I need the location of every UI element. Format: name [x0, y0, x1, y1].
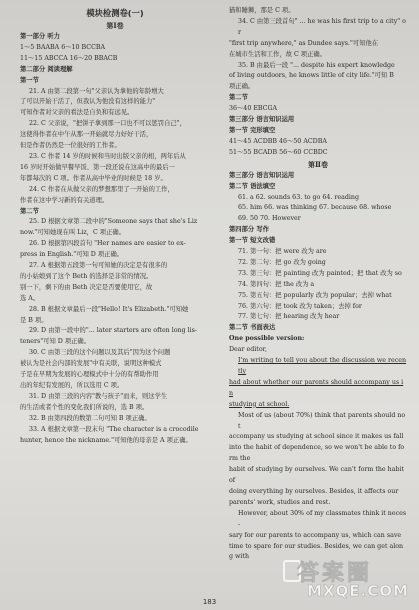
left-column-body	[20, 32, 210, 446]
right-line: 在城市生活和工作，故 C 项正确。	[229, 50, 326, 58]
right-line: of living outdoors, he knows little of city life."可知 B	[229, 72, 394, 80]
right-line: Most of us (about 70%) think that parents should not	[238, 411, 406, 430]
left-line: 选 A。	[20, 294, 40, 302]
right-line: 第三部分 语言知识运用	[229, 171, 295, 179]
watermark-cn: 答案圈	[297, 561, 373, 586]
left-line: 16 岁时开始做早餐早饭、第一段还说在这高中的最后一	[20, 163, 175, 171]
right-line: into the habit of dependence, so we won't be able to form the	[229, 444, 405, 463]
left-line: 32. B 由第四段的数第二句可知 B 项正确。	[29, 414, 151, 422]
right-line: doing everything by ourselves. Besides, it affects our	[229, 487, 399, 495]
right-line: 第二节	[229, 94, 248, 102]
left-line: 25. D 根据文章第二段中的"Someone says that she's Liz	[29, 218, 198, 226]
left-line: 33. A 根据文章第一段末句 "The character is a crocodile	[29, 425, 199, 433]
left-line: 的小姑娘到了这个 Beth 的选择是非常的情况。	[20, 272, 153, 280]
right-line: 65. him 66. was thinking 67. because 68. whose	[238, 204, 392, 212]
left-line: 可知作者对父亲的看法是自负和有远见。	[20, 109, 134, 117]
left-column	[20, 6, 210, 446]
right-line: had about whether our parents should accompany us in	[229, 378, 404, 397]
left-line: 别一下，剩下的由 Beth 决定是否要使用它，故	[20, 283, 153, 291]
right-line: 74. 第四句：把 the 改为 a	[238, 280, 315, 288]
right-line: 75. 第五句：把 popularly 改为 popular；去掉 what	[238, 291, 392, 299]
left-line: 24. C 作者在从做父亲的梦想那里了一开始的工作，	[29, 185, 174, 193]
right-line: 项正确。	[229, 83, 255, 91]
left-line: 年都每次的 C 项。作者从高中毕业的时候是 18 岁。	[20, 174, 167, 182]
right-line: 35. B 由最后一段 "... despite his expert knowledge	[238, 61, 395, 69]
right-line: 猫和睡狮，那是 C 项。	[229, 7, 295, 14]
right-line: 第三部分 语言知识运用	[229, 116, 295, 124]
left-line: 22. C 父亲说，"把饼子拿到那一口也不可以惩罚自己"，	[29, 120, 186, 128]
left-line: 31. D 由第三段的内容"教与孩子"而来，则这学生	[29, 392, 168, 400]
right-column-body	[229, 6, 407, 563]
right-line: studying at school.	[229, 400, 290, 408]
right-line: 第四部分 写作	[229, 226, 269, 234]
right-line: accompany us studying at school since it makes us fall	[229, 433, 404, 441]
right-line: 第一节 完形填空	[229, 126, 276, 134]
right-line: 69. 50 70. However	[238, 215, 301, 223]
volume-one-heading: 第Ⅰ卷	[106, 21, 124, 30]
right-line: sary for our parents to accompany us, which can save	[229, 531, 402, 539]
left-line: 第一节	[20, 76, 39, 84]
left-line: 子是在早期为发展的心理模式中十分的有帮助作用	[20, 371, 159, 379]
left-line: now."可知她现在叫 Liz，C 项正确。	[20, 229, 125, 237]
left-line: 作者在这中学习新的有关道理。	[20, 196, 109, 204]
right-line: parents' work, studies and rest.	[229, 498, 331, 506]
left-line: hunter, hence the nickname."可知他的母亲是 A 项正确。	[20, 436, 192, 444]
right-line: 61. a 62. sounds 63. to go 64. reading	[238, 193, 359, 201]
right-line: One possible version:	[229, 335, 305, 343]
watermark-logo	[283, 556, 413, 602]
right-line: 51～55 BCADB 56～60 CCBDC	[229, 148, 328, 156]
left-line: 30. C 由第三段的这个问题以及其后"因为这个问题	[29, 349, 171, 357]
right-line: 34. C 由第三段首句" ... he was his first trip to a city" or	[238, 17, 406, 36]
left-line: 29. D 由第一段中的"... later starters are often long lis-	[29, 327, 198, 335]
left-line: 26. D 根据第四段首句 "Her names are easier to ex-	[29, 240, 186, 248]
right-line: 36～40 EBCGA	[229, 105, 278, 113]
page-number: 183	[202, 598, 217, 606]
left-line: 11～15 ABCCA 16～20 BBACB	[20, 54, 118, 62]
right-line: 76. 第六句：把 took 改为 taken；去掉 for	[238, 302, 362, 310]
left-line: 这使得作者在中午从那一开始就尽力好好干活，	[20, 131, 153, 139]
left-line: 21. A 由第二段第一句"父亲认为拿他的年龄增大	[29, 87, 164, 95]
left-line: 27. A 根据第五段第一句可知她的决定是有很多的	[29, 262, 168, 270]
right-line: 72. 第二句：把 go 改为 going	[238, 258, 326, 266]
right-line: "first trip anywhere," as Dundee says."可知他在	[229, 39, 379, 47]
left-line: 1～5 BAABA 6～10 BCCBA	[20, 43, 106, 51]
right-line: 77. 第七句：把 hearing 改为 hear	[238, 313, 340, 321]
left-line: press in English."可知 D 项正确。	[20, 251, 124, 259]
left-line: 被认为是社会内部的发展"中有关联，说明这种模式	[20, 360, 162, 368]
right-line: habit of studying by ourselves. We can't form the habit of	[229, 466, 405, 485]
left-line: 但是作者仍然是一位很好的工作者。	[20, 142, 121, 150]
right-line: 第一节 短文改错	[229, 237, 276, 245]
right-line: 41～45 ACDBB 46～50 ACDBA	[229, 137, 327, 145]
right-line: 73. 第三句：把 painting 改为 painted；把 that 改为 so	[238, 269, 402, 277]
left-line: 第二节	[20, 207, 39, 215]
left-line: 第一部分 听力	[20, 33, 60, 40]
page-title: 模块检测卷(一)	[86, 8, 144, 18]
right-line: I'm writing to tell you about the discussion we recently	[238, 357, 407, 375]
left-line: 是 B 项。	[20, 316, 48, 324]
right-line: 第二节 书面表达	[229, 324, 276, 332]
right-line: 71. 第一句：把 were 改为 are	[238, 248, 327, 256]
right-column	[229, 6, 407, 563]
right-line: 第二节 语法填空	[229, 182, 276, 190]
right-line: time to spare for our studies. Besides, we can get along with	[229, 542, 404, 561]
watermark-en: MXQE.COM	[307, 582, 409, 600]
left-line: 的生活或者个性的变化我们所说的，选 B 项。	[20, 403, 149, 411]
left-line: 了可以开始干活了，但我认为他没有这样的能力"	[20, 98, 156, 106]
left-line: 28. B 根据文章最后一段"Hello! It's Elizabeth."可知她	[29, 305, 189, 313]
right-line: Dear editor,	[229, 346, 267, 354]
left-line: 第二部分 阅读理解	[20, 65, 73, 73]
right-line: However, about 30% of my classmates think it neces-	[238, 509, 407, 528]
volume-two-heading: 第Ⅱ卷	[308, 159, 328, 169]
left-line: teners"可知 D 项正确。	[20, 338, 91, 346]
left-line: 出的年纪有发展的，所以选用 C 项。	[20, 382, 124, 389]
left-line: 23. C 作者 14 岁的时候和当时出版父亲的相，两年后从	[29, 152, 186, 160]
